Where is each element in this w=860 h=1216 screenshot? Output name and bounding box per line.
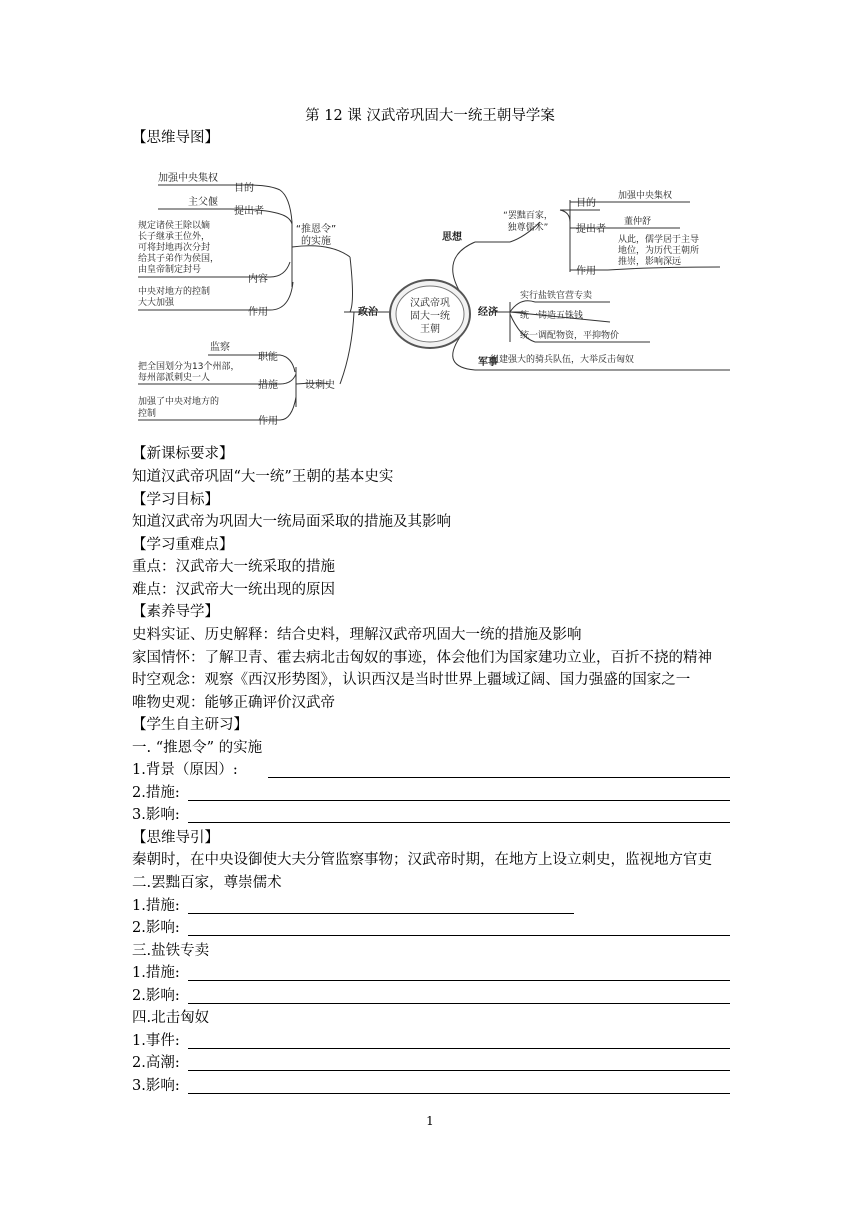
goal-text: 知道汉武帝为巩固大一统局面采取的措施及其影响 [132, 514, 451, 530]
mm-tuien-effect-1: 中央对地方的控制 [138, 287, 211, 297]
mindmap-heading: 【思维导图】 [132, 130, 219, 146]
mm-thought: 思想 [442, 232, 462, 243]
answer-line[interactable] [188, 935, 730, 936]
part4-event-row [132, 1031, 732, 1051]
mm-thought-effect-2: 地位，为历代王朝所 [618, 246, 700, 256]
part2-title: 二.罢黜百家，尊崇儒术 [132, 875, 282, 891]
mm-thought-effect-3: 推崇，影响深远 [618, 257, 682, 267]
mm-tuien-content-5: 由皇帝制定封号 [138, 265, 202, 275]
part1-title: 一. “推恩令” 的实施 [132, 740, 263, 756]
mm-tuien-proposer-label: 提出者 [234, 206, 264, 217]
mm-cishi-measure-label: 措施 [258, 380, 278, 391]
part1-effect-row [132, 805, 732, 825]
mm-cishi: 设刺史 [305, 380, 335, 391]
mm-cishi-measure-2: 每州部派刺史一人 [138, 373, 211, 383]
mm-tuien-effect-2: 大大加强 [138, 298, 175, 308]
answer-line[interactable] [188, 1048, 730, 1049]
answer-line[interactable] [188, 1070, 730, 1071]
page-number: 1 [426, 1114, 434, 1128]
mm-thought-effect-label: 作用 [576, 266, 596, 277]
mm-cishi-measure-1: 把全国划分为13个州部， [138, 362, 240, 372]
blank-label: 2.影响: [132, 988, 180, 1004]
blank-label: 3.影响: [132, 1078, 180, 1094]
literacy-line: 史料实证、历史解释：结合史料，理解汉武帝巩固大一统的措施及影响 [132, 627, 582, 643]
difficult-point: 难点：汉武帝大一统出现的原因 [132, 582, 335, 598]
answer-line[interactable] [188, 980, 730, 981]
mm-thought-proposer: 董仲舒 [624, 217, 652, 227]
literacy-line: 时空观念：观察《西汉形势图》，认识西汉是当时世界上疆域辽阔、国力强盛的国家之一 [132, 672, 691, 688]
self-study-heading: 【学生自主研习】 [132, 717, 248, 733]
mm-tuien-content-2: 长子继承王位外， [138, 232, 211, 242]
mm-economy-3: 统一调配物资，平抑物价 [520, 331, 620, 341]
mm-center-3: 王朝 [420, 324, 440, 335]
mm-thought-purpose: 加强中央集权 [618, 191, 673, 201]
mm-tuien-proposer: 主父偃 [188, 197, 218, 208]
mm-economy: 经济 [478, 307, 498, 318]
key-point: 重点：汉武帝大一统采取的措施 [132, 559, 335, 575]
mm-tuien-2: 的实施 [301, 236, 331, 247]
mm-thought-proposer-label: 提出者 [576, 224, 606, 235]
part2-measure-row [132, 896, 732, 916]
mm-military-item: 组建强大的骑兵队伍，大举反击匈奴 [490, 355, 635, 365]
curriculum-heading: 【新课标要求】 [132, 446, 234, 462]
curriculum-text: 知道汉武帝巩固“大一统”王朝的基本史实 [132, 469, 394, 485]
part1-background-row [132, 760, 732, 780]
answer-line[interactable] [188, 1093, 730, 1094]
mind-map [130, 162, 740, 432]
mm-economy-1: 实行盐铁官营专卖 [520, 291, 593, 301]
mm-military: 军事 [478, 357, 498, 368]
blank-label: 2.措施: [132, 785, 180, 801]
mm-politics: 政治 [358, 307, 378, 318]
mm-cishi-effect-1: 加强了中央对地方的 [138, 397, 220, 407]
mm-cishi-effect-2: 控制 [138, 409, 157, 419]
mm-tuien-effect-label: 作用 [248, 307, 268, 318]
part3-measure-row [132, 963, 732, 983]
part4-effect-row [132, 1076, 732, 1096]
mm-thought-effect-1: 从此，儒学居于主导 [618, 235, 700, 245]
mm-thought-policy-1: “罢黜百家， [503, 211, 553, 221]
answer-line[interactable] [188, 822, 730, 823]
mm-tuien-purpose: 加强中央集权 [158, 173, 218, 184]
mm-center-2: 固大一统 [410, 311, 450, 322]
blank-label: 3.影响: [132, 807, 180, 823]
blank-label: 1.措施: [132, 898, 180, 914]
literacy-heading: 【素养导学】 [132, 604, 219, 620]
part4-title: 四.北击匈奴 [132, 1010, 210, 1026]
page-title: 第 12 课 汉武帝巩固大一统王朝导学案 [305, 108, 555, 124]
mm-thought-purpose-label: 目的 [576, 198, 596, 209]
literacy-line: 唯物史观：能够正确评价汉武帝 [132, 695, 335, 711]
part3-effect-row [132, 986, 732, 1006]
part2-effect-row [132, 918, 732, 938]
difficulty-heading: 【学习重难点】 [132, 537, 234, 553]
mm-cishi-duty-label: 职能 [258, 352, 278, 363]
answer-line[interactable] [268, 777, 730, 778]
blank-label: 2.高潮: [132, 1055, 180, 1071]
mm-thought-policy-2: 独尊儒术” [507, 223, 549, 233]
blank-label: 1.事件: [132, 1033, 180, 1049]
answer-line[interactable] [188, 800, 730, 801]
blank-label: 2.影响: [132, 920, 180, 936]
mm-tuien-content-3: 可将封地再次分封 [138, 243, 211, 253]
answer-line[interactable] [188, 1003, 730, 1004]
part1-measure-row [132, 783, 732, 803]
part3-title: 三.盐铁专卖 [132, 943, 210, 959]
mm-economy-2: 统一铸造五铢钱 [520, 311, 584, 321]
mm-tuien-purpose-label: 目的 [234, 183, 254, 194]
mm-tuien-content-4: 给其子弟作为侯国， [138, 254, 220, 264]
literacy-line: 家国情怀：了解卫青、霍去病北击匈奴的事迹，体会他们为国家建功立业，百折不挠的精神 [132, 650, 712, 666]
mm-tuien-content-1: 规定诸侯王除以嫡 [138, 221, 211, 231]
goal-heading: 【学习目标】 [132, 492, 219, 508]
mm-center-1: 汉武帝巩 [410, 298, 450, 309]
blank-label: 1.背景（原因）: [132, 762, 238, 778]
part4-climax-row [132, 1053, 732, 1073]
mm-cishi-duty: 监察 [210, 342, 230, 353]
mm-tuien-1: “推恩令” [295, 224, 337, 235]
blank-label: 1.措施: [132, 965, 180, 981]
guide-heading: 【思维导引】 [132, 830, 219, 846]
answer-line[interactable] [188, 913, 574, 914]
mm-cishi-effect-label: 作用 [258, 416, 278, 427]
mm-tuien-content-label: 内容 [248, 274, 268, 285]
guide-text: 秦朝时，在中央设御使大夫分管监察事物；汉武帝时期，在地方上设立刺史，监视地方官吏 [132, 852, 712, 868]
